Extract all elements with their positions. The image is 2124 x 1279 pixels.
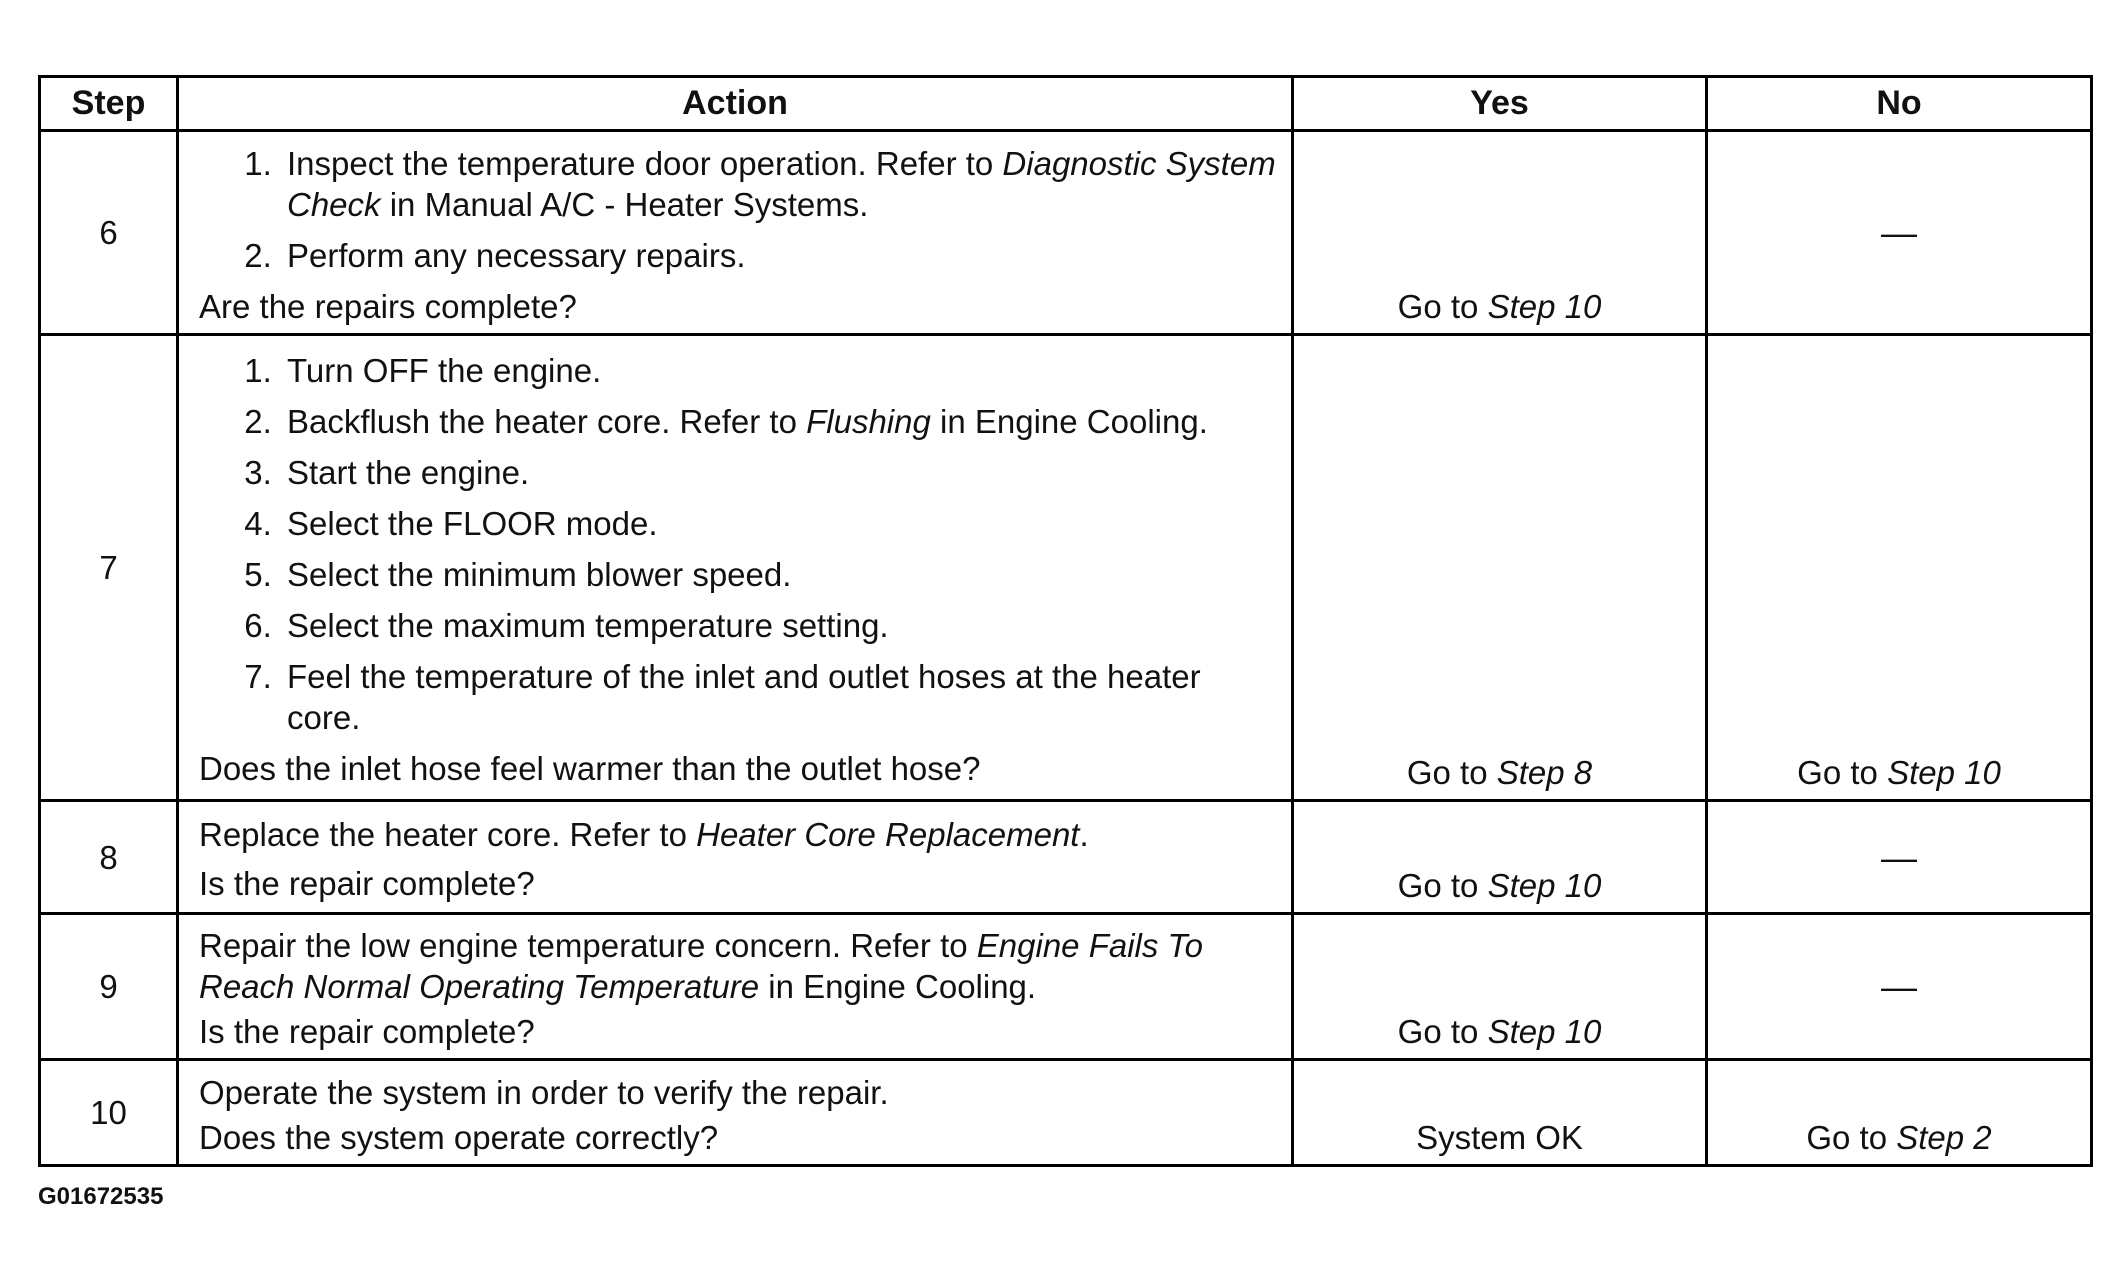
action-text: Repair the low engine temperature concern. Refer to Engine Fails To Reach Normal Operating Temperature in Engine Cooling.: [199, 927, 1204, 1005]
question-text: Does the system operate correctly?: [199, 1118, 719, 1156]
no-cell: [1707, 914, 2092, 1060]
yes-outcome: System OK: [1416, 1119, 1583, 1156]
question-text: Is the repair complete?: [199, 865, 535, 902]
header-action: Action: [178, 77, 1293, 131]
list-item: 5. Select the minimum blower speed.: [281, 554, 1283, 595]
question-text: Is the repair complete?: [199, 1013, 535, 1050]
no-outcome: —: [1881, 966, 1917, 1007]
question-text: Are the repairs complete?: [199, 287, 577, 325]
no-outcome: —: [1881, 836, 1917, 878]
action-cell: [178, 1060, 1293, 1166]
no-outcome: Go to Step 2: [1806, 1119, 1992, 1156]
header-step: Step: [40, 77, 178, 131]
diagnostic-table: [38, 75, 2093, 1167]
header-no: No: [1707, 77, 2092, 131]
no-cell: [1707, 335, 2092, 801]
no-cell: [1707, 1060, 2092, 1166]
step-number: 9: [40, 914, 178, 1060]
no-outcome: Go to Step 10: [1797, 754, 2001, 791]
action-list: [199, 350, 1283, 738]
yes-cell: [1293, 131, 1707, 335]
action-text: Replace the heater core. Refer to Heater Core Replacement.: [199, 816, 1089, 853]
question-text: Does the inlet hose feel warmer than the outlet hose?: [199, 750, 981, 787]
yes-outcome: Go to Step 10: [1397, 867, 1602, 904]
action-list: [199, 143, 1283, 276]
no-outcome: —: [1881, 212, 1917, 253]
yes-cell: [1293, 801, 1707, 914]
header-yes: Yes: [1293, 77, 1707, 131]
yes-cell: [1293, 1060, 1707, 1166]
action-cell: [178, 801, 1293, 914]
step-number: 6: [40, 131, 178, 335]
yes-cell: [1293, 914, 1707, 1060]
table-row: [40, 131, 2092, 335]
no-cell: [1707, 801, 2092, 914]
list-item: 6. Select the maximum temperature setting.: [281, 605, 1283, 646]
action-cell: [178, 914, 1293, 1060]
list-item: 7. Feel the temperature of the inlet and outlet hoses at the heater core.: [281, 656, 1283, 738]
table-row: [40, 801, 2092, 914]
action-text: Operate the system in order to verify the repair.: [199, 1073, 889, 1111]
header-row: [40, 77, 2092, 131]
list-item: 3. Start the engine.: [281, 452, 1283, 493]
list-item: 2. Backflush the heater core. Refer to Flushing in Engine Cooling.: [281, 401, 1283, 442]
list-item: 1. Inspect the temperature door operation. Refer to Diagnostic System Check in Manual A/C - Heater Systems.: [281, 143, 1283, 225]
table-row: [40, 914, 2092, 1060]
list-item: 4. Select the FLOOR mode.: [281, 503, 1283, 544]
step-number: 10: [40, 1060, 178, 1166]
list-item: 2. Perform any necessary repairs.: [281, 235, 1283, 276]
step-number: 7: [40, 335, 178, 801]
list-item: 1. Turn OFF the engine.: [281, 350, 1283, 391]
action-cell: [178, 335, 1293, 801]
step-number: 8: [40, 801, 178, 914]
table-row: [40, 335, 2092, 801]
yes-outcome: Go to Step 10: [1397, 1013, 1602, 1050]
yes-cell: [1293, 335, 1707, 801]
figure-id: G01672535: [38, 1183, 164, 1210]
action-cell: [178, 131, 1293, 335]
yes-outcome: Go to Step 8: [1406, 754, 1593, 791]
table-row: [40, 1060, 2092, 1166]
no-cell: [1707, 131, 2092, 335]
yes-outcome: Go to Step 10: [1397, 288, 1602, 325]
